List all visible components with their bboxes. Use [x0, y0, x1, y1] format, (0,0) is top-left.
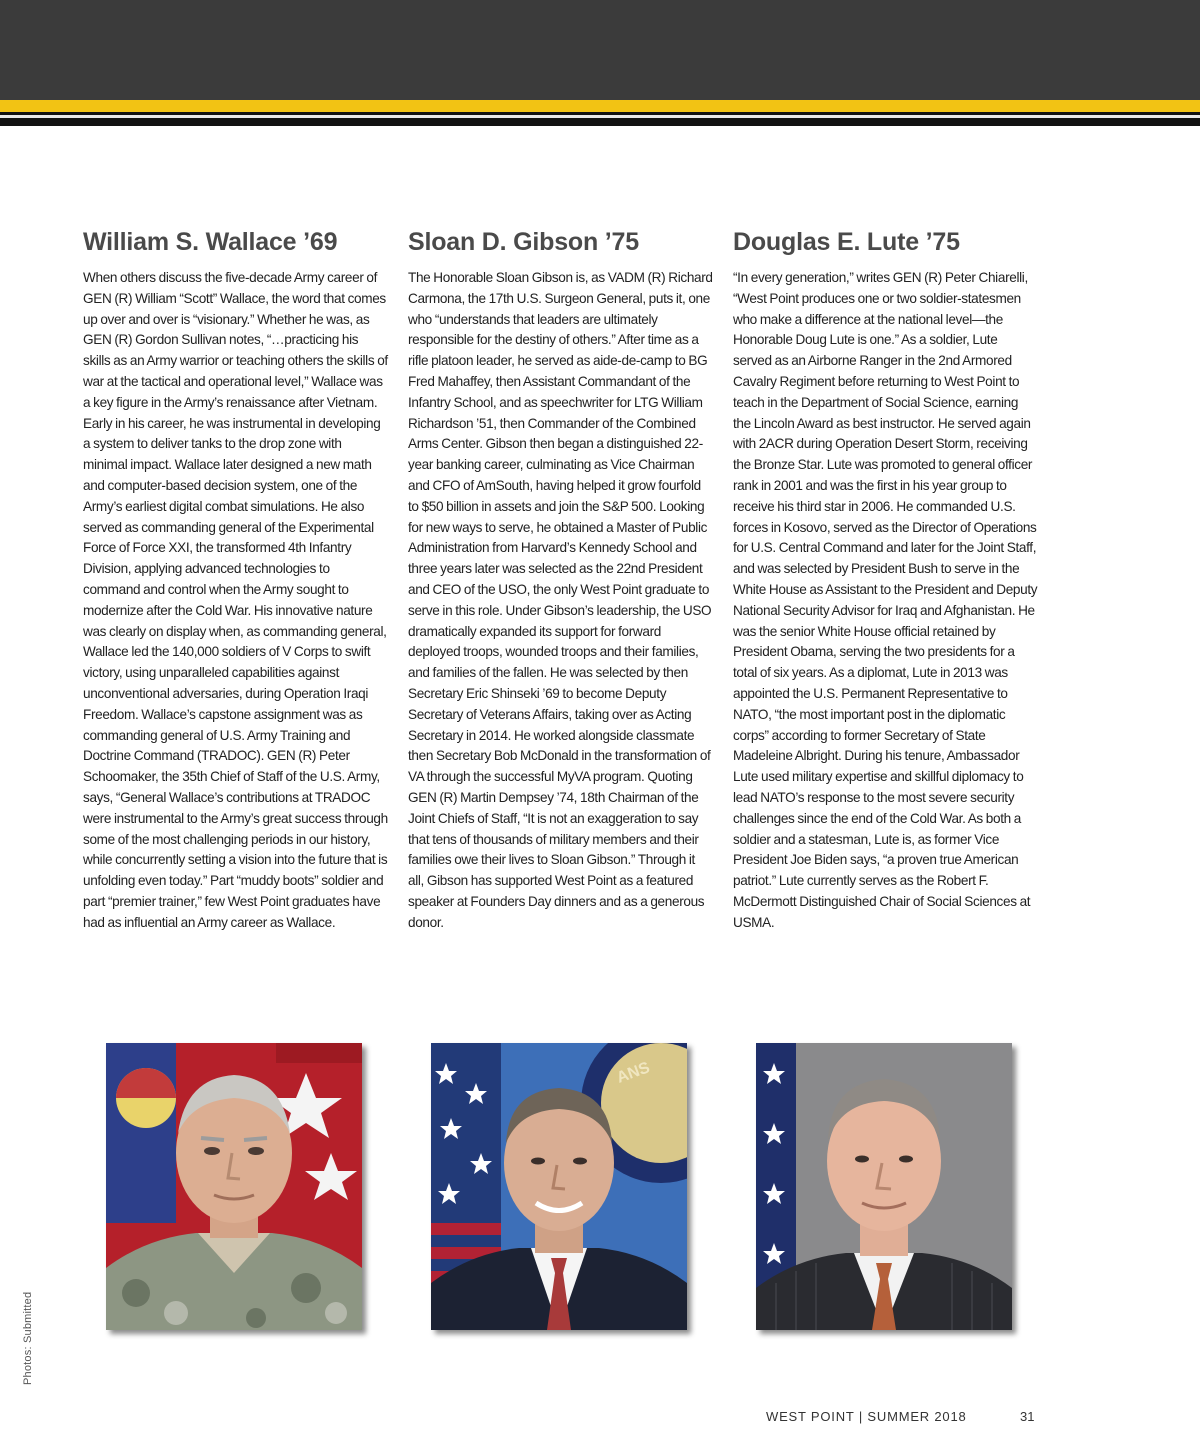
seal-text: ANS — [614, 1059, 653, 1087]
profile-column-gibson — [408, 226, 713, 934]
profile-bio: “In every generation,” writes GEN (R) Peter Chiarelli, “West Point produces one or two soldier-statesmen who make a difference at the national level—the Honorable Doug Lute is one.” As a soldier, Lute served as an Airborne Ranger in the 2nd Armored Cavalry Regiment before returning to West Point to teach in the Department of Social Science, earning the Lincoln Award as best instructor. He served again with 2ACR during Operation Desert Storm, receiving the Bronze Star. Lute was promoted to general officer rank in 2001 and was the first in his year group to receive his third star in 2006. He commanded U.S. forces in Kosovo, served as the Director of Operations for U.S. Central Command and later for the Joint Staff, and was selected by President Bush to serve in the White House as Assistant to the President and Deputy National Security Advisor for Iraq and Afghanistan. He was the senior White House official retained by President Obama, serving the two presidents for a total of six years. As a diplomat, Lute in 2013 was appointed the U.S. Permanent Representative to NATO, “the most important post in the diplomatic corps” according to former Secretary of State Madeleine Albright. During his tenure, Ambassador Lute used military expertise and skillful diplomacy to lead NATO’s response to the most severe security challenges since the end of the Cold War. As both a soldier and a statesman, Lute is, as former Vice President Joe Biden says, “a proven true American patriot.” Lute currently serves as the Robert F. McDermott Distinguished Chair of Social Sciences at USMA. — [733, 270, 1038, 930]
profile-name: William S. Wallace ’69 — [83, 228, 338, 256]
gold-stripe — [0, 100, 1200, 112]
portrait-photo-gibson — [431, 1043, 687, 1330]
profile-bio: When others discuss the five-decade Army career of GEN (R) William “Scott” Wallace, the word that comes up over and over is “visionary.” Whether he was, as GEN (R) Gordon Sullivan notes, “…practicing his skills as an Army warrior or teaching others the skills of war at the tactical and operational level,” Wallace was a key figure in the Army’s renaissance after Vietnam. Early in his career, he was instrumental in developing a system to deliver tanks to the drop zone with minimal impact. Wallace later designed a new math and computer-based decision system, one of the Army’s earliest digital combat simulations. He also served as commanding general of the Experimental Force of Force XXI, the transformed 4th Infantry Division, applying advanced technologies to command and control when the Army sought to modernize after the Cold War. His innovative nature was clearly on display when, as commanding general, Wallace led the 140,000 soldiers of V Corps to swift victory, using unparalleled capabilities against unconventional adversaries, during Operation Iraqi Freedom. Wallace’s capstone assignment was as commanding general of U.S. Army Training and Doctrine Command (TRADOC). GEN (R) Peter Schoomaker, the 35th Chief of Staff of the U.S. Army, says, “General Wallace’s contributions at TRADOC were instrumental to the Army’s great success through some of the most challenging periods in our history, while concurrently setting a vision into the future that is unfolding even today.” Part “muddy boots” soldier and part “premier trainer,” few West Point graduates have had as influential an Army career as Wallace. — [83, 270, 388, 930]
pinstripe — [0, 115, 1200, 118]
portrait-photo-lute — [756, 1043, 1012, 1330]
profile-column-lute — [733, 226, 1038, 934]
header-band — [0, 0, 1200, 100]
profile-bio: The Honorable Sloan Gibson is, as VADM (R) Richard Carmona, the 17th U.S. Surgeon General, puts it, one who “understands that leaders are ultimately responsible for the destiny of others.” After time as a rifle platoon leader, he served as aide-de-camp to BG Fred Mahaffey, then Assistant Commandant of the Infantry School, and as speechwriter for LTG William Richardson ’51, then Commander of the Combined Arms Center. Gibson then began a distinguished 22-year banking career, culminating as Vice Chairman and CFO of AmSouth, having helped it grow fourfold to $50 billion in assets and join the S&P 500. Looking for new ways to serve, he obtained a Master of Public Administration from Harvard’s Kennedy School and three years later was selected as the 22nd President and CEO of the USO, the only West Point graduate to serve in this role. Under Gibson’s leadership, the USO dramatically expanded its support for forward deployed troops, wounded troops and their families, and families of the fallen. He was selected by then Secretary Eric Shinseki ’69 to become Deputy Secretary of Veterans Affairs, taking over as Acting Secretary in 2014. He worked alongside classmate then Secretary Bob McDonald in the transformation of VA through the successful MyVA program. Quoting GEN (R) Martin Dempsey ’74, 18th Chairman of the Joint Chiefs of Staff, “It is not an exaggeration to say that tens of thousands of military members and their families owe their lives to Sloan Gibson.” Through it all, Gibson has supported West Point as a featured speaker at Founders Day dinners and as a generous donor. — [408, 270, 713, 930]
page-number: 31 — [1020, 1409, 1035, 1424]
photo-credit: Photos: Submitted — [22, 1291, 34, 1385]
portrait-photo-wallace — [106, 1043, 362, 1330]
profile-column-wallace — [83, 226, 388, 934]
profile-name: Douglas E. Lute ’75 — [733, 228, 960, 256]
footer-publication: WEST POINT | SUMMER 2018 — [766, 1409, 967, 1424]
profile-name: Sloan D. Gibson ’75 — [408, 228, 639, 256]
